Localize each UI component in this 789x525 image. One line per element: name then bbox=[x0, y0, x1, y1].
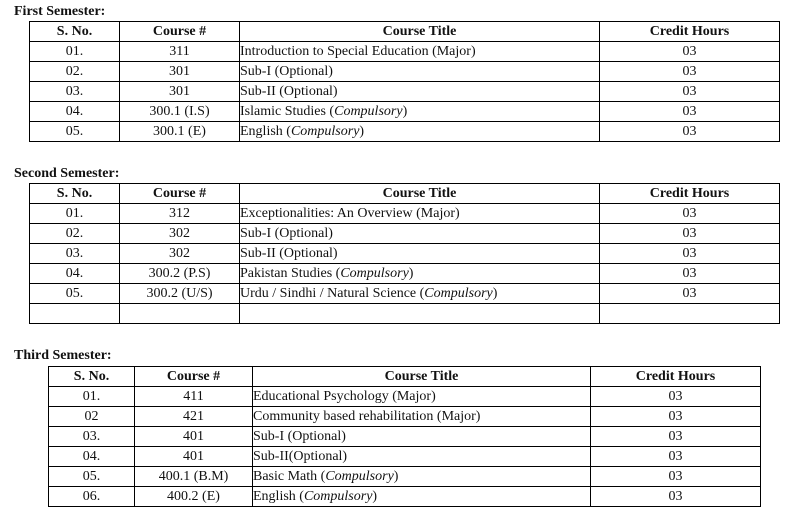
course-title-text: Sub-I (Optional) bbox=[253, 429, 346, 444]
course-title-tail: ) bbox=[402, 104, 408, 119]
course-title-text: English ( bbox=[240, 124, 291, 139]
empty-cell bbox=[30, 304, 120, 324]
cell-course-number: 311 bbox=[120, 42, 240, 62]
cell-course-number: 300.1 (I.S) bbox=[120, 102, 240, 122]
cell-course-title bbox=[253, 487, 591, 507]
second-semester-title: Second Semester: bbox=[14, 166, 120, 181]
header-sno: S. No. bbox=[30, 184, 120, 204]
course-title-text: Basic Math ( bbox=[253, 469, 326, 484]
third-semester-title: Third Semester: bbox=[14, 348, 112, 363]
cell-course-number: 411 bbox=[135, 387, 253, 407]
table-row bbox=[30, 284, 780, 304]
cell-course-title bbox=[240, 224, 600, 244]
course-title-text: Sub-II (Optional) bbox=[240, 84, 338, 99]
course-title-italic: Compulsory bbox=[290, 124, 360, 139]
course-title-text: English ( bbox=[253, 489, 304, 504]
table-row bbox=[49, 427, 761, 447]
third-semester-table bbox=[48, 366, 761, 507]
cell-credit-hours: 03 bbox=[600, 82, 780, 102]
table-row bbox=[49, 467, 761, 487]
course-title-text: Sub-II (Optional) bbox=[240, 246, 338, 261]
header-credit: Credit Hours bbox=[591, 367, 761, 387]
cell-credit-hours: 03 bbox=[600, 204, 780, 224]
second-semester-table bbox=[29, 183, 780, 324]
cell-course-title bbox=[240, 42, 600, 62]
empty-table-row bbox=[30, 304, 780, 324]
first-semester-table bbox=[29, 21, 780, 142]
cell-credit-hours: 03 bbox=[600, 244, 780, 264]
cell-credit-hours: 03 bbox=[600, 224, 780, 244]
cell-sno: 04. bbox=[30, 264, 120, 284]
course-title-text: Introduction to Special Education (Major) bbox=[240, 44, 476, 59]
cell-sno: 01. bbox=[49, 387, 135, 407]
cell-credit-hours: 03 bbox=[591, 447, 761, 467]
cell-course-title bbox=[240, 82, 600, 102]
cell-sno: 01. bbox=[30, 204, 120, 224]
cell-credit-hours: 03 bbox=[591, 427, 761, 447]
course-title-italic: Compulsory bbox=[303, 489, 373, 504]
course-title-tail: ) bbox=[408, 266, 414, 281]
cell-course-title bbox=[253, 467, 591, 487]
table-row bbox=[30, 122, 780, 142]
table-row bbox=[30, 42, 780, 62]
cell-sno: 03. bbox=[49, 427, 135, 447]
cell-course-number: 301 bbox=[120, 82, 240, 102]
empty-cell bbox=[120, 304, 240, 324]
table-row bbox=[30, 102, 780, 122]
cell-course-title bbox=[240, 244, 600, 264]
cell-credit-hours: 03 bbox=[600, 42, 780, 62]
first-semester-title: First Semester: bbox=[14, 4, 106, 19]
table-row bbox=[30, 264, 780, 284]
course-title-tail: ) bbox=[492, 286, 498, 301]
header-course: Course # bbox=[120, 22, 240, 42]
cell-credit-hours: 03 bbox=[600, 102, 780, 122]
cell-credit-hours: 03 bbox=[600, 122, 780, 142]
course-title-text: Urdu / Sindhi / Natural Science ( bbox=[240, 286, 425, 301]
empty-cell bbox=[240, 304, 600, 324]
course-title-tail: ) bbox=[359, 124, 365, 139]
cell-credit-hours: 03 bbox=[600, 284, 780, 304]
cell-credit-hours: 03 bbox=[600, 62, 780, 82]
cell-sno: 03. bbox=[30, 82, 120, 102]
header-title: Course Title bbox=[240, 184, 600, 204]
cell-course-title bbox=[240, 204, 600, 224]
header-credit: Credit Hours bbox=[600, 22, 780, 42]
table-row bbox=[49, 487, 761, 507]
course-title-italic: Compulsory bbox=[340, 266, 409, 281]
cell-course-number: 300.2 (P.S) bbox=[120, 264, 240, 284]
course-title-italic: Compulsory bbox=[424, 286, 493, 301]
table-row bbox=[49, 407, 761, 427]
cell-course-title bbox=[240, 284, 600, 304]
course-title-tail: ) bbox=[393, 469, 399, 484]
table-header-row bbox=[30, 184, 780, 204]
cell-course-title bbox=[240, 102, 600, 122]
empty-cell bbox=[600, 304, 780, 324]
cell-sno: 01. bbox=[30, 42, 120, 62]
cell-course-number: 301 bbox=[120, 62, 240, 82]
table-row bbox=[30, 224, 780, 244]
header-sno: S. No. bbox=[49, 367, 135, 387]
cell-sno: 05. bbox=[49, 467, 135, 487]
course-title-italic: Compulsory bbox=[325, 469, 394, 484]
table-row bbox=[30, 62, 780, 82]
course-title-italic: Compulsory bbox=[334, 104, 403, 119]
table-row bbox=[30, 204, 780, 224]
cell-course-number: 400.1 (B.M) bbox=[135, 467, 253, 487]
cell-sno: 04. bbox=[49, 447, 135, 467]
cell-course-number: 302 bbox=[120, 244, 240, 264]
course-title-text: Sub-I (Optional) bbox=[240, 226, 333, 241]
cell-credit-hours: 03 bbox=[591, 407, 761, 427]
course-title-text: Educational Psychology (Major) bbox=[253, 389, 436, 404]
cell-credit-hours: 03 bbox=[591, 487, 761, 507]
cell-sno: 02. bbox=[30, 62, 120, 82]
cell-course-title bbox=[253, 447, 591, 467]
cell-sno: 05. bbox=[30, 284, 120, 304]
table-row bbox=[30, 244, 780, 264]
cell-sno: 04. bbox=[30, 102, 120, 122]
course-title-text: Sub-I (Optional) bbox=[240, 64, 333, 79]
cell-credit-hours: 03 bbox=[600, 264, 780, 284]
cell-sno: 05. bbox=[30, 122, 120, 142]
header-course: Course # bbox=[120, 184, 240, 204]
table-row bbox=[49, 387, 761, 407]
cell-sno: 02. bbox=[30, 224, 120, 244]
table-row bbox=[49, 447, 761, 467]
table-header-row bbox=[30, 22, 780, 42]
header-credit: Credit Hours bbox=[600, 184, 780, 204]
cell-course-title bbox=[253, 407, 591, 427]
course-title-text: Exceptionalities: An Overview (Major) bbox=[240, 206, 460, 221]
cell-course-title bbox=[240, 62, 600, 82]
cell-course-title bbox=[240, 122, 600, 142]
course-title-tail: ) bbox=[372, 489, 378, 504]
course-title-text: Islamic Studies ( bbox=[240, 104, 335, 119]
cell-course-number: 401 bbox=[135, 447, 253, 467]
course-title-text: Community based rehabilitation (Major) bbox=[253, 409, 481, 424]
cell-course-number: 421 bbox=[135, 407, 253, 427]
header-course: Course # bbox=[135, 367, 253, 387]
cell-credit-hours: 03 bbox=[591, 387, 761, 407]
cell-course-number: 400.2 (E) bbox=[135, 487, 253, 507]
cell-course-number: 300.2 (U/S) bbox=[120, 284, 240, 304]
cell-sno: 06. bbox=[49, 487, 135, 507]
cell-course-title bbox=[240, 264, 600, 284]
cell-sno: 02 bbox=[49, 407, 135, 427]
cell-course-number: 300.1 (E) bbox=[120, 122, 240, 142]
cell-course-title bbox=[253, 427, 591, 447]
header-title: Course Title bbox=[253, 367, 591, 387]
cell-course-number: 302 bbox=[120, 224, 240, 244]
course-title-text: Sub-II(Optional) bbox=[253, 449, 348, 464]
header-sno: S. No. bbox=[30, 22, 120, 42]
cell-course-title bbox=[253, 387, 591, 407]
cell-course-number: 312 bbox=[120, 204, 240, 224]
table-header-row bbox=[49, 367, 761, 387]
cell-sno: 03. bbox=[30, 244, 120, 264]
cell-credit-hours: 03 bbox=[591, 467, 761, 487]
table-row bbox=[30, 82, 780, 102]
course-title-text: Pakistan Studies ( bbox=[240, 266, 341, 281]
header-title: Course Title bbox=[240, 22, 600, 42]
cell-course-number: 401 bbox=[135, 427, 253, 447]
